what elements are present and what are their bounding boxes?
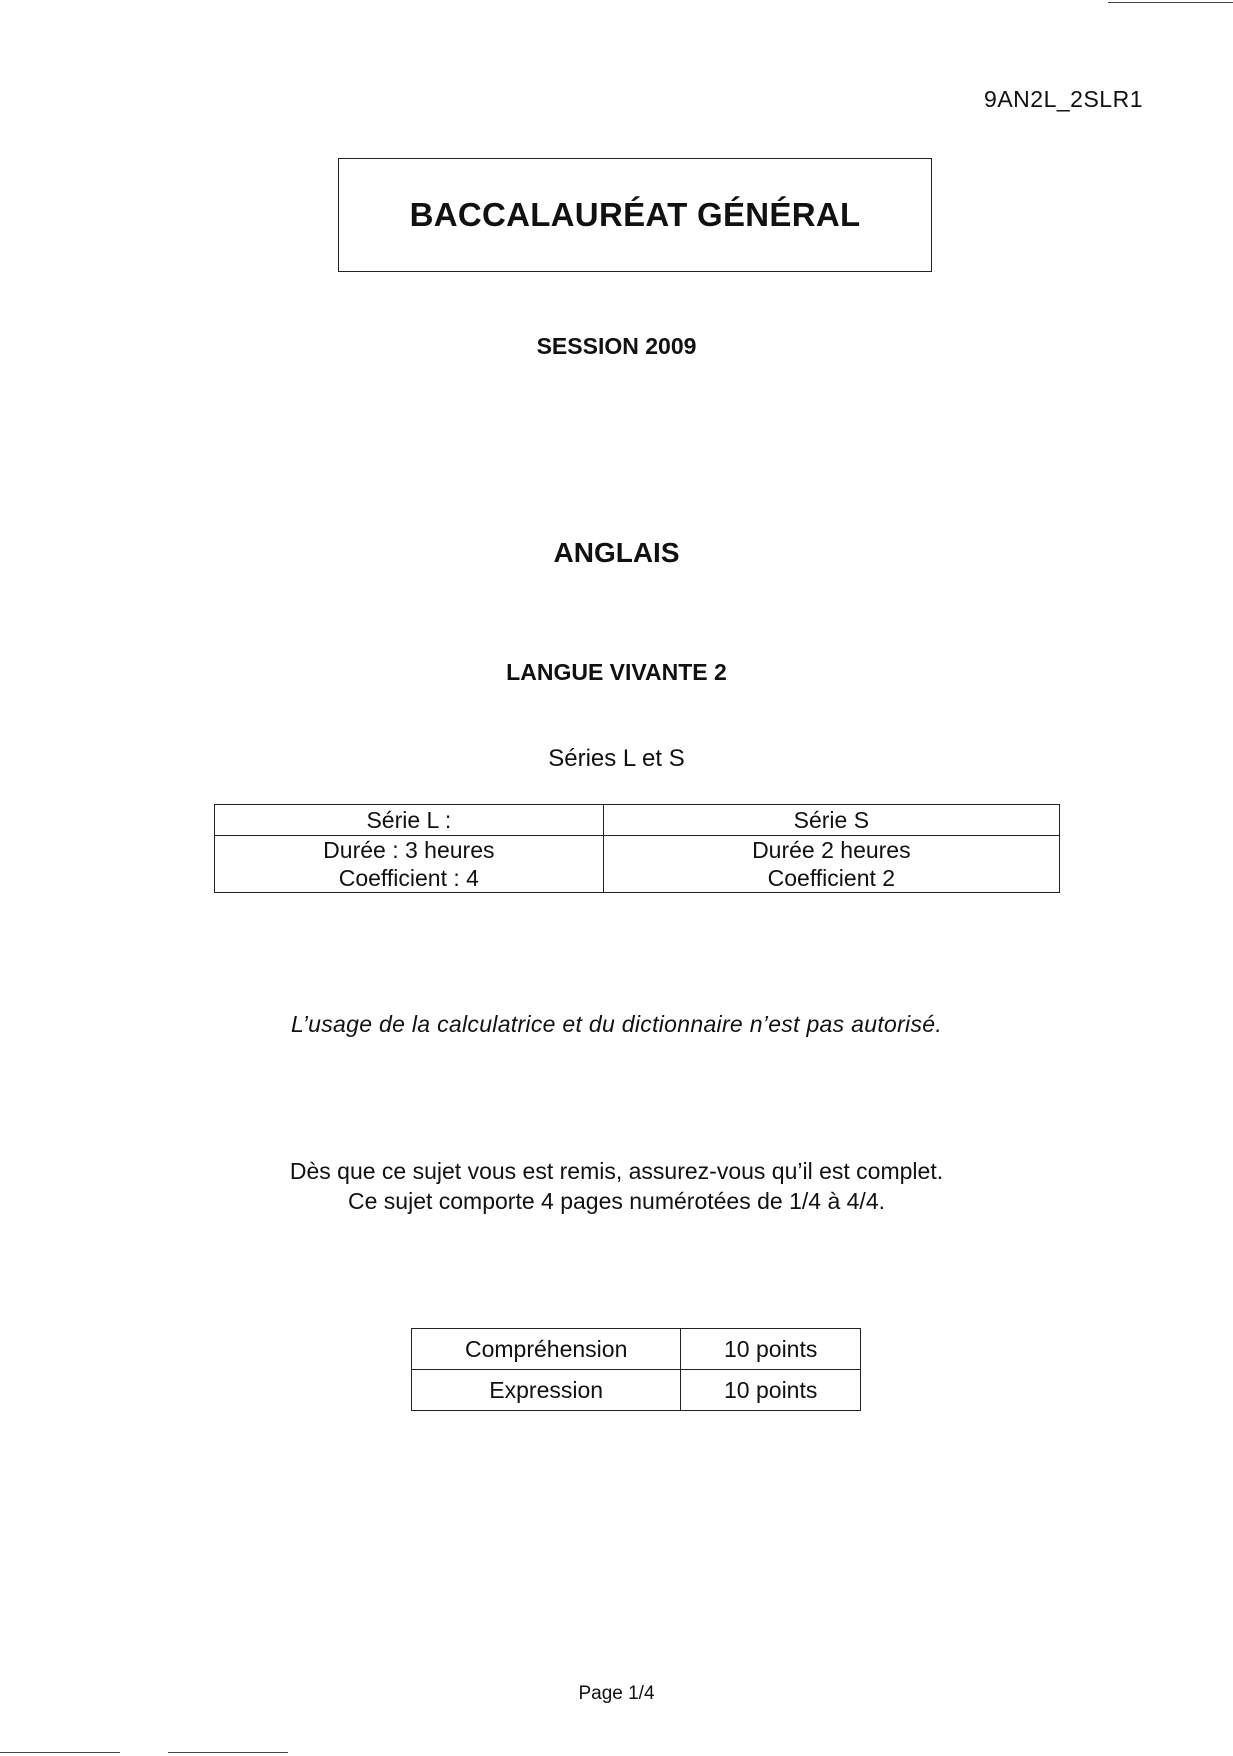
series-s-cell (603, 836, 1059, 893)
series-l-cell (215, 836, 604, 893)
page-number: Page 1/4 (578, 1683, 655, 1704)
page-title: BACCALAURÉAT GÉNÉRAL (409, 196, 861, 233)
points-table (411, 1328, 861, 1411)
points-value: 10 points (681, 1329, 861, 1370)
series-table (214, 804, 1060, 893)
series-l-header: Série L : (215, 805, 604, 836)
series-s-header: Série S (603, 805, 1059, 836)
document-code: 9AN2L_2SLR1 (984, 86, 1143, 112)
series-table-body-row (215, 836, 1060, 893)
series-table-header-row (215, 805, 1060, 836)
instruction-line: Ce sujet comporte 4 pages numérotées de 1/4 à 4/4. (348, 1188, 885, 1214)
series-s-coefficient: Coefficient 2 (767, 865, 896, 891)
language-level: LANGUE VIVANTE 2 (506, 659, 727, 685)
calculator-notice: L’usage de la calculatrice et du dictionnaire n’est pas autorisé. (290, 1011, 943, 1037)
points-row (412, 1329, 861, 1370)
title-box (338, 158, 932, 272)
scan-edge-mark (0, 1752, 120, 1753)
scan-edge-mark (168, 1752, 288, 1753)
scan-edge-mark (1108, 2, 1233, 3)
points-value: 10 points (681, 1370, 861, 1411)
session-label: SESSION 2009 (536, 333, 697, 359)
series-l-coefficient: Coefficient : 4 (338, 865, 479, 891)
series-l-duration: Durée : 3 heures (323, 837, 495, 863)
points-part: Compréhension (412, 1329, 681, 1370)
points-part: Expression (412, 1370, 681, 1411)
subject-title: ANGLAIS (553, 537, 680, 568)
points-row (412, 1370, 861, 1411)
series-line: Séries L et S (548, 745, 685, 772)
instruction-line: Dès que ce sujet vous est remis, assurez-vous qu’il est complet. (289, 1158, 944, 1184)
series-s-duration: Durée 2 heures (752, 837, 911, 863)
